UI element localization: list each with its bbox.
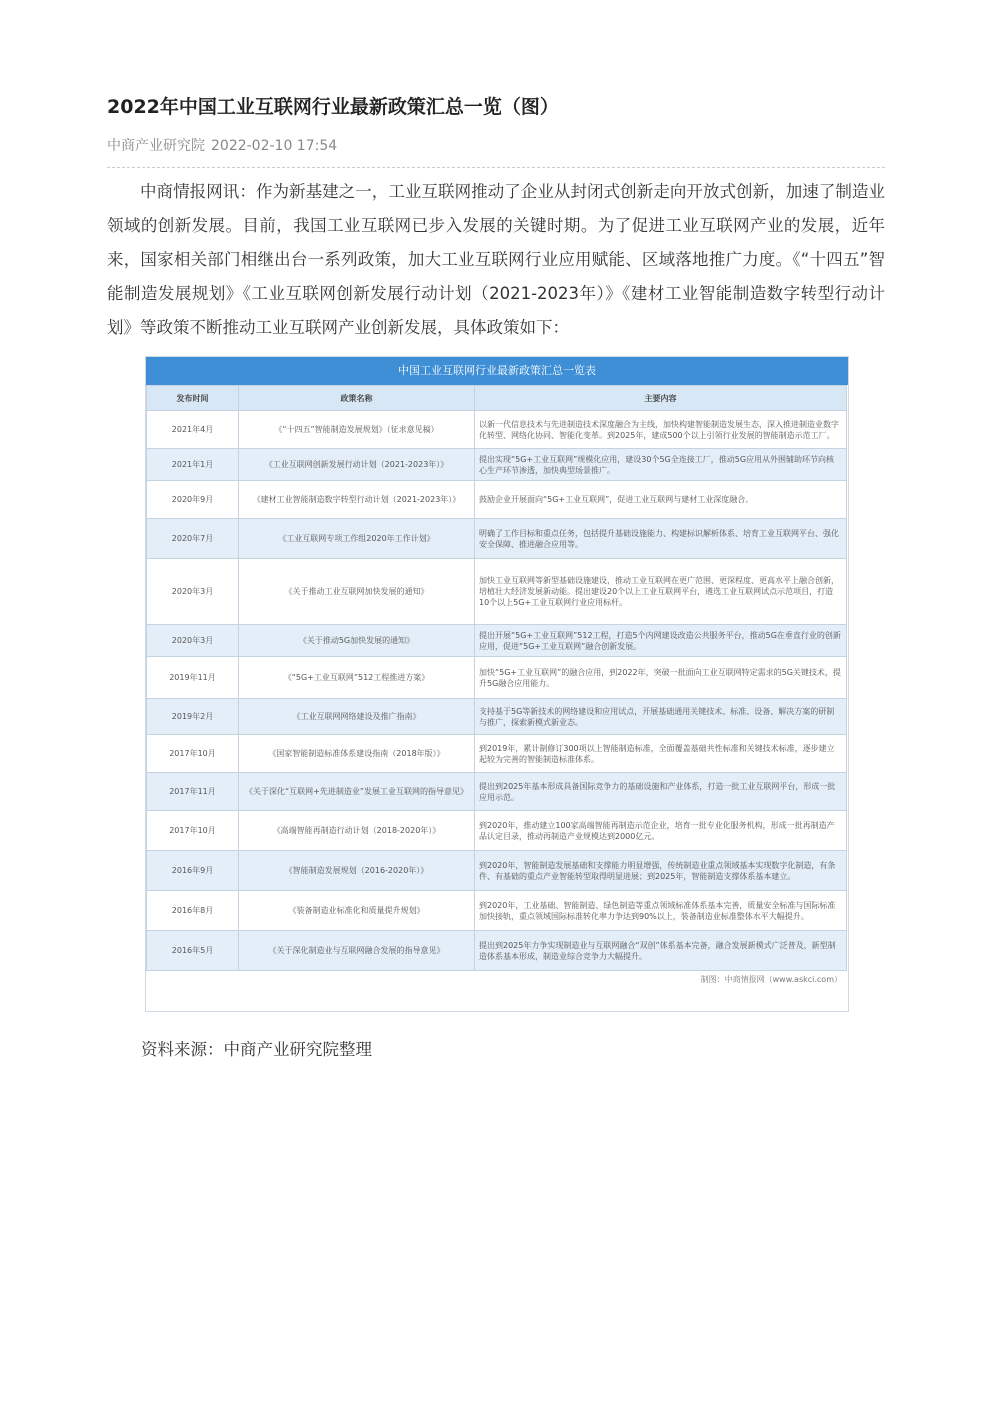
table-row bbox=[147, 773, 847, 811]
policy-name: 《装备制造业标准化和质量提升规划》 bbox=[239, 891, 475, 931]
policy-content: 到2020年，工业基础、智能制造、绿色制造等重点领域标准体系基本完善，质量安全标准与国际标准加快接轨，重点领域国际标准转化率力争达到90%以上，装备制造业标准整体水平大幅提升。 bbox=[475, 891, 847, 931]
policy-content: 鼓励企业开展面向“5G+工业互联网”，促进工业互联网与建材工业深度融合。 bbox=[475, 481, 847, 519]
policy-name: 《建材工业智能制造数字转型行动计划（2021-2023年）》 bbox=[239, 481, 475, 519]
policy-content: 加快“5G+工业互联网”的融合应用，到2022年，突破一批面向工业互联网特定需求的5G关键技术，提升5G融合应用能力。 bbox=[475, 657, 847, 699]
policy-date: 2021年1月 bbox=[147, 449, 239, 481]
table-row bbox=[147, 851, 847, 891]
table-row bbox=[147, 931, 847, 971]
article-source[interactable]: 中商产业研究院 bbox=[107, 138, 205, 154]
table-row bbox=[147, 625, 847, 657]
policy-name: 《关于深化“互联网+先进制造业”发展工业互联网的指导意见》 bbox=[239, 773, 475, 811]
article-title: 2022年中国工业互联网行业最新政策汇总一览（图） bbox=[107, 96, 559, 118]
table-row bbox=[147, 449, 847, 481]
policy-content: 到2020年，智能制造发展基础和支撑能力明显增强，传统制造业重点领域基本实现数字化制造，有条件、有基础的重点产业智能转型取得明显进展；到2025年，智能制造支撑体系基本建立。 bbox=[475, 851, 847, 891]
policy-content: 提出实现“5G+工业互联网”规模化应用，建设30个5G全连接工厂，推动5G应用从外围辅助环节向核心生产环节渗透，加快典型场景推广。 bbox=[475, 449, 847, 481]
policy-table-body bbox=[147, 411, 847, 971]
table-row bbox=[147, 699, 847, 735]
table-row bbox=[147, 891, 847, 931]
table-footnote: 制图：中商情报网（www.askci.com） bbox=[700, 975, 842, 984]
policy-date: 2020年7月 bbox=[147, 519, 239, 559]
policy-date: 2017年10月 bbox=[147, 735, 239, 773]
policy-name: 《关于深化制造业与互联网融合发展的指导意见》 bbox=[239, 931, 475, 971]
table-row bbox=[147, 519, 847, 559]
policy-table bbox=[146, 385, 847, 971]
article-meta bbox=[107, 135, 343, 155]
policy-date: 2016年8月 bbox=[147, 891, 239, 931]
policy-name: 《工业互联网创新发展行动计划（2021-2023年）》 bbox=[239, 449, 475, 481]
table-row bbox=[147, 481, 847, 519]
policy-name: 《工业互联网专项工作组2020年工作计划》 bbox=[239, 519, 475, 559]
policy-date: 2016年5月 bbox=[147, 931, 239, 971]
policy-date: 2020年9月 bbox=[147, 481, 239, 519]
policy-date: 2019年2月 bbox=[147, 699, 239, 735]
policy-content: 到2020年，推动建立100家高端智能再制造示范企业，培育一批专业化服务机构，形成一批再制造产品认定目录，推动再制造产业规模达到2000亿元。 bbox=[475, 811, 847, 851]
policy-content: 支持基于5G等新技术的网络建设和应用试点，开展基础通用关键技术、标准、设备、解决方案的研制与推广，探索新模式新业态。 bbox=[475, 699, 847, 735]
header-content: 主要内容 bbox=[475, 386, 847, 411]
policy-date: 2017年11月 bbox=[147, 773, 239, 811]
policy-name: 《高端智能再制造行动计划（2018-2020年）》 bbox=[239, 811, 475, 851]
policy-name: 《工业互联网网络建设及推广指南》 bbox=[239, 699, 475, 735]
policy-date: 2019年11月 bbox=[147, 657, 239, 699]
article-datetime: 2022-02-10 17:54 bbox=[211, 138, 338, 154]
header-date: 发布时间 bbox=[147, 386, 239, 411]
policy-date: 2021年4月 bbox=[147, 411, 239, 449]
article-body: 中商情报网讯：作为新基建之一，工业互联网推动了企业从封闭式创新走向开放式创新，加速了制造业领域的创新发展。目前，我国工业互联网已步入发展的关键时期。为了促进工业互联网产业的发展，近年来，国家相关部门相继出台一系列政策，加大工业互联网行业应用赋能、区域落地推广力度。《“十四五”智能制造发展规划》《工业互联网创新发展行动计划（2021-2023年）》《建材工业智能制造数字转型行动计划》等政策不断推动工业互联网产业创新发展，具体政策如下： bbox=[107, 182, 885, 337]
policy-content: 以新一代信息技术与先进制造技术深度融合为主线，加快构建智能制造发展生态，深入推进制造业数字化转型、网络化协同、智能化变革。到2025年，建成500个以上引领行业发展的智能制造示范工厂。 bbox=[475, 411, 847, 449]
table-row bbox=[147, 411, 847, 449]
policy-name: 《国家智能制造标准体系建设指南（2018年版）》 bbox=[239, 735, 475, 773]
table-row bbox=[147, 559, 847, 625]
table-row bbox=[147, 735, 847, 773]
policy-content: 到2019年，累计制修订300项以上智能制造标准，全面覆盖基础共性标准和关键技术标准，逐步建立起较为完善的智能制造标准体系。 bbox=[475, 735, 847, 773]
policy-name: 《关于推动5G加快发展的通知》 bbox=[239, 625, 475, 657]
policy-name: 《智能制造发展规划（2016-2020年）》 bbox=[239, 851, 475, 891]
policy-content: 提出开展“5G+工业互联网”512工程，打造5个内网建设改造公共服务平台，推动5G在垂直行业的创新应用，促进“5G+工业互联网”融合创新发展。 bbox=[475, 625, 847, 657]
data-source-note: 资料来源：中商产业研究院整理 bbox=[141, 1040, 372, 1059]
policy-date: 2020年3月 bbox=[147, 625, 239, 657]
policy-name: 《“十四五”智能制造发展规划》（征求意见稿） bbox=[239, 411, 475, 449]
policy-table-image bbox=[145, 356, 849, 1012]
table-row bbox=[147, 657, 847, 699]
policy-date: 2016年9月 bbox=[147, 851, 239, 891]
policy-content: 明确了工作目标和重点任务，包括提升基础设施能力、构建标识解析体系、培育工业互联网平台、强化安全保障、推进融合应用等。 bbox=[475, 519, 847, 559]
policy-content: 提出到2025年基本形成具备国际竞争力的基础设施和产业体系，打造一批工业互联网平台，形成一批应用示范。 bbox=[475, 773, 847, 811]
policy-name: 《关于推动工业互联网加快发展的通知》 bbox=[239, 559, 475, 625]
policy-content: 加快工业互联网等新型基础设施建设，推动工业互联网在更广范围、更深程度、更高水平上融合创新，培植壮大经济发展新动能。提出建设20个以上工业互联网平台，遴选工业互联网试点示范项目，打造10个以上5G+工业互联网行业应用标杆。 bbox=[475, 559, 847, 625]
header-policy-name: 政策名称 bbox=[239, 386, 475, 411]
policy-content: 提出到2025年力争实现制造业与互联网融合“双创”体系基本完备，融合发展新模式广泛普及，新型制造体系基本形成，制造业综合竞争力大幅提升。 bbox=[475, 931, 847, 971]
policy-date: 2017年10月 bbox=[147, 811, 239, 851]
policy-date: 2020年3月 bbox=[147, 559, 239, 625]
title-divider bbox=[107, 167, 885, 168]
policy-table-title: 中国工业互联网行业最新政策汇总一览表 bbox=[146, 357, 848, 385]
policy-name: 《“5G+工业互联网”512工程推进方案》 bbox=[239, 657, 475, 699]
table-row bbox=[147, 811, 847, 851]
policy-table-header-row bbox=[147, 386, 847, 411]
